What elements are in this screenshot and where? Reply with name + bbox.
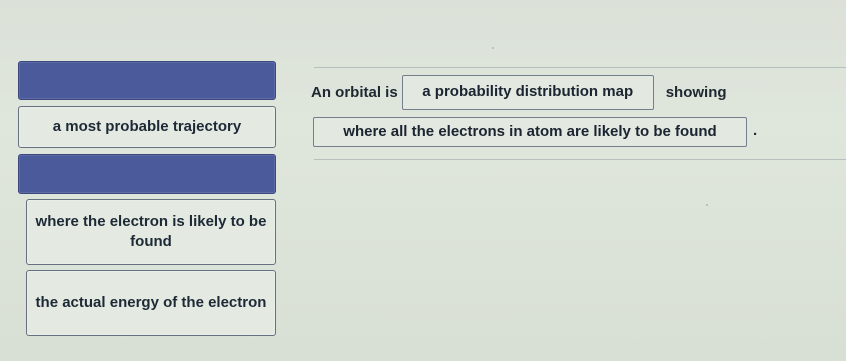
sentence-row-2 — [313, 117, 846, 147]
option-card-used-2[interactable] — [18, 154, 276, 194]
sentence-prefix: An orbital is — [311, 83, 398, 101]
option-card-label: the actual energy of the electron — [35, 293, 267, 311]
option-card-label: a most probable trajectory — [52, 117, 242, 135]
option-card-actual-energy[interactable] — [26, 270, 276, 336]
sentence-suffix: showing — [665, 83, 727, 101]
answer-area-bottom-line — [314, 159, 846, 160]
background-speck — [492, 47, 494, 49]
option-card-used-1[interactable] — [18, 61, 276, 100]
option-card-electron-likely-found[interactable] — [26, 199, 276, 265]
answer-slot-2[interactable]: where all the electrons in atom are likely to be found — [313, 117, 747, 147]
background-speck — [706, 204, 708, 206]
option-card-most-probable-trajectory[interactable] — [18, 106, 276, 148]
answer-slot-1[interactable]: a probability distribution map — [402, 75, 654, 110]
option-card-label: where the electron is likely to be found — [35, 212, 267, 250]
sentence-end-punctuation: . — [753, 121, 758, 139]
sentence-row-1 — [311, 77, 846, 107]
answer-area-top-line — [314, 67, 846, 68]
